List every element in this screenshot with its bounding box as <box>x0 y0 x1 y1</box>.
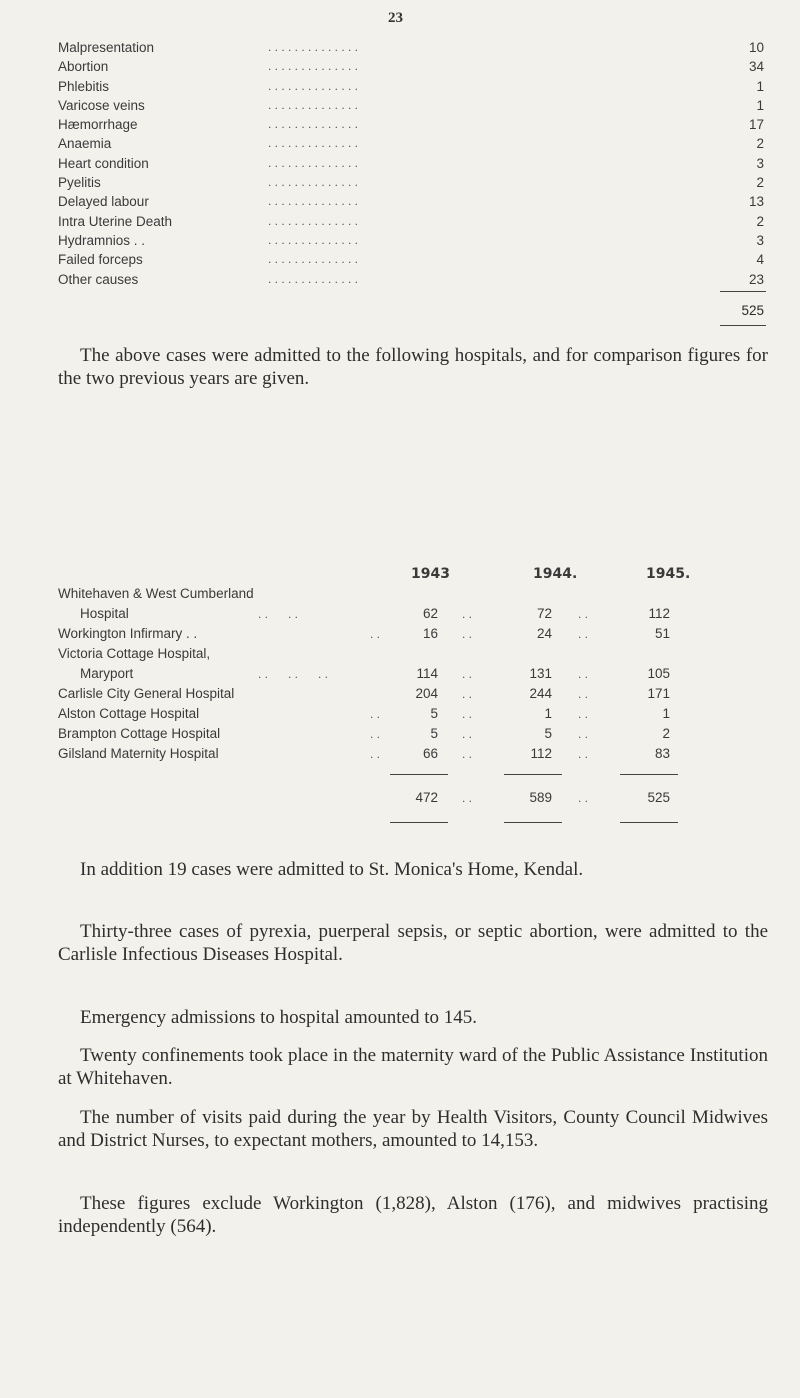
value-1945: 105 <box>647 666 670 681</box>
leader-dots: . . . . . . . . . . . . . . <box>268 117 359 132</box>
total-1945: 525 <box>647 790 670 805</box>
table-row: Alston Cottage Hospital . . 5 . . 1 . . 1 <box>58 704 758 724</box>
cause-row <box>58 77 764 96</box>
intro-text: The above cases were admitted to the following hospitals, and for comparison figures for the two previous years are given. <box>58 345 768 389</box>
cause-value: 1 <box>756 97 764 113</box>
column-header-1945: 1945. <box>646 566 691 582</box>
cause-label: Hydramnios . . <box>58 232 146 248</box>
leader-dots: . . . . . . . . . . . . . . <box>268 59 359 74</box>
value-1944: 1 <box>544 706 552 721</box>
cause-value: 3 <box>756 155 764 171</box>
totals-rule-top-1945 <box>620 774 678 775</box>
leader-dots: . . . . . . . . . . . . . . <box>268 271 359 286</box>
total-1943: 472 <box>415 790 438 805</box>
table-row: Workington Infirmary . . . . 16 . . 24 . . 51 <box>58 624 758 644</box>
cause-value: 4 <box>756 252 764 268</box>
cause-label: Hæmorrhage <box>58 117 138 133</box>
value-1943: 114 <box>416 666 438 681</box>
body-paragraph <box>58 1106 768 1152</box>
table-row-label <box>58 584 758 604</box>
leader-dots: . . . . . . . . . . . . . . <box>268 252 359 267</box>
cause-row <box>58 57 764 76</box>
cause-row <box>58 231 764 250</box>
cause-row <box>58 270 764 289</box>
value-1943: 5 <box>430 706 438 721</box>
hospital-name: Workington Infirmary . . <box>58 626 198 641</box>
leader-dots: . . . . . . . . . . . . . . <box>268 155 359 170</box>
causes-total: 525 <box>741 303 764 318</box>
value-1944: 24 <box>536 626 552 641</box>
value-1943: 5 <box>430 726 438 741</box>
leader-dots: . . . . . . . . . . . . . . <box>268 194 359 209</box>
cause-row <box>58 173 764 192</box>
leader-dots: . . . . . . . . . . . . . . <box>268 213 359 228</box>
value-1944: 244 <box>529 686 552 701</box>
body-paragraph <box>58 1044 768 1090</box>
body-paragraph <box>58 1006 768 1029</box>
value-1944: 72 <box>536 606 552 621</box>
leader-dots: . . . . . . . . . . . . . . <box>268 97 359 112</box>
totals-rule-bottom-1944 <box>504 822 562 823</box>
value-1943: 66 <box>422 746 438 761</box>
value-1945: 83 <box>654 746 670 761</box>
table-row: Maryport . . . . . . 114 . . 131 . . 105 <box>58 664 758 684</box>
hospital-name: Brampton Cottage Hospital <box>58 726 221 741</box>
leader-dots: . . . . . . . . . . . . . . <box>268 136 359 151</box>
paragraph-confinements: Twenty confinements took place in the maternity ward of the Public Assistance Institution at Whitehaven. <box>58 1045 768 1089</box>
hospital-name: Alston Cottage Hospital <box>58 706 200 721</box>
value-1944: 5 <box>544 726 552 741</box>
value-1945: 51 <box>654 626 670 641</box>
leader-dots: . . . . . . . . . . . . . . <box>268 175 359 190</box>
column-header-1944: 1944. <box>533 566 578 582</box>
cause-label: Phlebitis <box>58 78 110 94</box>
cause-label: Intra Uterine Death <box>58 213 173 229</box>
value-1945: 1 <box>662 706 670 721</box>
cause-label: Abortion <box>58 59 109 75</box>
hospital-name: Gilsland Maternity Hospital <box>58 746 219 761</box>
table-row-label <box>58 644 758 664</box>
value-1945: 2 <box>662 726 670 741</box>
paragraph-st-monicas: In addition 19 cases were admitted to St. Monica's Home, Kendal. <box>80 859 584 880</box>
table-row: Carlisle City General Hospital 204 . . 244 . . 171 <box>58 684 758 704</box>
cause-row <box>58 38 764 57</box>
cause-label: Delayed labour <box>58 194 149 210</box>
table-row: Gilsland Maternity Hospital . . 66 . . 112 . . 83 <box>58 744 758 764</box>
totals-rule-top-1943 <box>390 774 448 775</box>
cause-label: Malpresentation <box>58 40 155 55</box>
cause-row <box>58 115 764 134</box>
cause-row <box>58 154 764 173</box>
cause-label: Failed forceps <box>58 252 143 268</box>
body-paragraph <box>58 1192 768 1238</box>
body-paragraph <box>58 858 768 881</box>
hospital-name: Maryport <box>80 666 134 681</box>
table-row-totals: 472 . . 589 . . 525 <box>58 788 758 808</box>
totals-rule-top-1944 <box>504 774 562 775</box>
totals-rule-bottom-1945 <box>620 822 678 823</box>
cause-value: 3 <box>756 232 764 248</box>
cause-value: 2 <box>756 213 764 229</box>
hospital-name: Victoria Cottage Hospital, <box>58 646 211 661</box>
causes-rule-top <box>720 291 766 292</box>
leader-dots: . . . . . . . . . . . . . . <box>268 232 359 247</box>
column-header-1943: 1943 <box>411 566 450 582</box>
cause-label: Varicose veins <box>58 97 145 113</box>
cause-label: Pyelitis <box>58 175 101 191</box>
value-1945: 171 <box>647 686 670 701</box>
cause-label: Other causes <box>58 271 139 287</box>
table-row: Brampton Cottage Hospital . . 5 . . 5 . . 2 <box>58 724 758 744</box>
leader-dots: . . . . . . . . . . . . . . <box>268 40 359 54</box>
totals-rule-bottom-1943 <box>390 822 448 823</box>
value-1943: 62 <box>422 606 438 621</box>
value-1945: 112 <box>648 606 670 621</box>
cause-value: 1 <box>756 78 764 94</box>
page-number: 23 <box>388 10 403 26</box>
paragraph-infectious-diseases: Thirty-three cases of pyrexia, puerperal sepsis, or septic abortion, were admitted to the Carlisle Infectious Diseases Hospital. <box>58 921 768 965</box>
paragraph-emergency-admissions: Emergency admissions to hospital amounted to 145. <box>80 1007 478 1028</box>
cause-value: 2 <box>756 136 764 152</box>
hospital-name: Hospital <box>80 606 129 621</box>
cause-value: 23 <box>748 271 764 287</box>
cause-row <box>58 192 764 211</box>
causes-rule-bottom <box>720 325 766 326</box>
cause-value: 10 <box>748 40 764 55</box>
value-1943: 16 <box>422 626 438 641</box>
intro-paragraph <box>58 344 768 390</box>
cause-value: 2 <box>756 175 764 191</box>
value-1944: 112 <box>530 746 552 761</box>
hospital-name: Carlisle City General Hospital <box>58 686 235 701</box>
cause-row <box>58 212 764 231</box>
table-row: Hospital . . . . 62 . . 72 . . 112 <box>58 604 758 624</box>
cause-row <box>58 96 764 115</box>
causes-list <box>58 38 764 289</box>
cause-value: 13 <box>748 194 764 210</box>
paragraph-visits: The number of visits paid during the year by Health Visitors, County Council Midwives and District Nurses, to expectant mothers, amounted to 14,153. <box>58 1107 768 1151</box>
cause-label: Heart condition <box>58 155 149 171</box>
value-1943: 204 <box>415 686 438 701</box>
cause-row <box>58 250 764 269</box>
cause-row <box>58 134 764 153</box>
paragraph-exclusions: These figures exclude Workington (1,828), Alston (176), and midwives practising independently (564). <box>58 1193 768 1237</box>
body-paragraph <box>58 920 768 966</box>
cause-value: 17 <box>748 117 764 133</box>
cause-value: 34 <box>748 59 764 75</box>
hospital-name: Whitehaven & West Cumberland <box>58 586 254 601</box>
cause-label: Anaemia <box>58 136 112 152</box>
total-1944: 589 <box>529 790 552 805</box>
leader-dots: . . . . . . . . . . . . . . <box>268 78 359 93</box>
value-1944: 131 <box>529 666 552 681</box>
